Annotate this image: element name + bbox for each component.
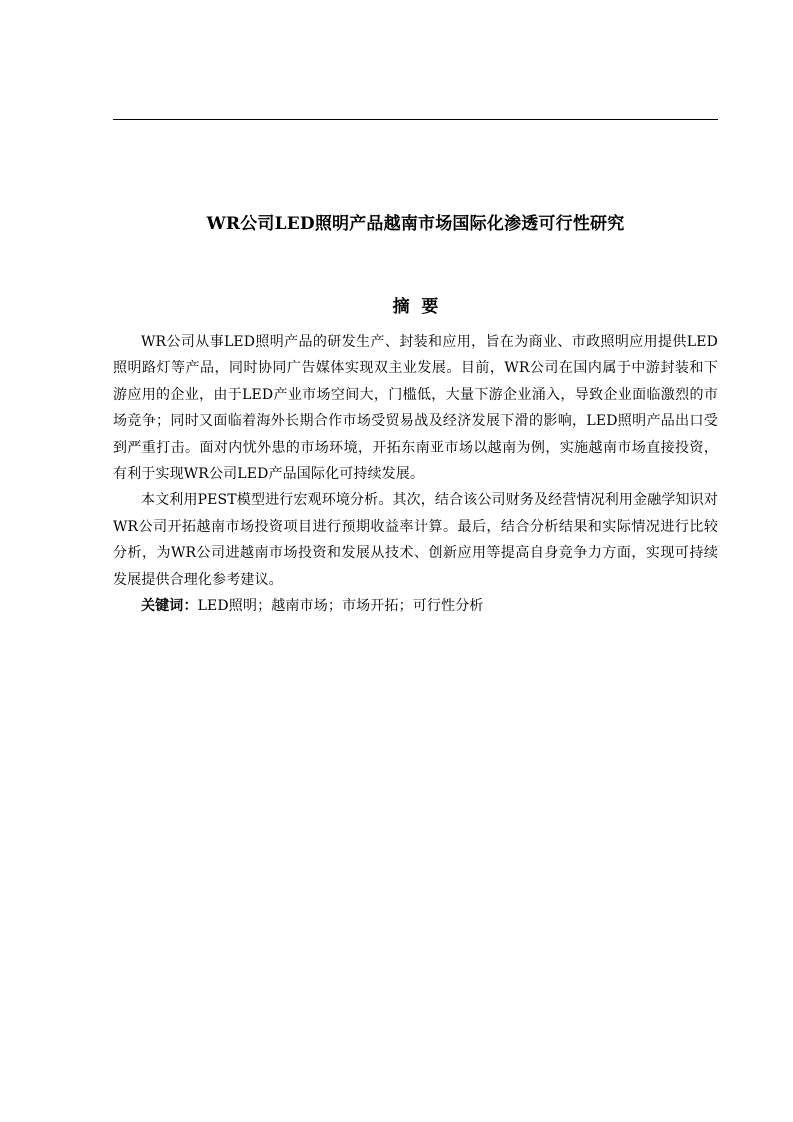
abstract-body: [113, 329, 718, 619]
abstract-paragraph-2: 本文利用PEST模型进行宏观环境分析。其次，结合该公司财务及经营情况利用金融学知识对WR公司开拓越南市场投资项目进行预期收益率计算。最后，结合分析结果和实际情况进行比较分析，为WR公司进越南市场投资和发展从技术、创新应用等提高自身竞争力方面，实现可持续发展提供合理化参考建议。: [113, 492, 718, 588]
keywords-line: [113, 593, 718, 619]
document-title: WR公司LED照明产品越南市场国际化渗透可行性研究: [206, 214, 625, 234]
abstract-heading: 摘 要: [392, 297, 439, 317]
abstract-paragraph-1: WR公司从事LED照明产品的研发生产、封装和应用，旨在为商业、市政照明应用提供LED照明路灯等产品，同时协同广告媒体实现双主业发展。目前，WR公司在国内属于中游封装和下游应用的企业，由于LED产业市场空间大，门槛低，大量下游企业涌入，导致企业面临激烈的市场竞争；同时又面临着海外长期合作市场受贸易战及经济发展下滑的影响，LED照明产品出口受到严重打击。面对内忧外患的市场环境，开拓东南亚市场以越南为例，实施越南市场直接投资，有利于实现WR公司LED产品国际化可持续发展。: [113, 334, 718, 483]
keywords-value: LED照明；越南市场；市场开拓；可行性分析: [197, 598, 484, 615]
keywords-label: 关键词：: [141, 598, 198, 615]
header-rule: [113, 119, 718, 120]
